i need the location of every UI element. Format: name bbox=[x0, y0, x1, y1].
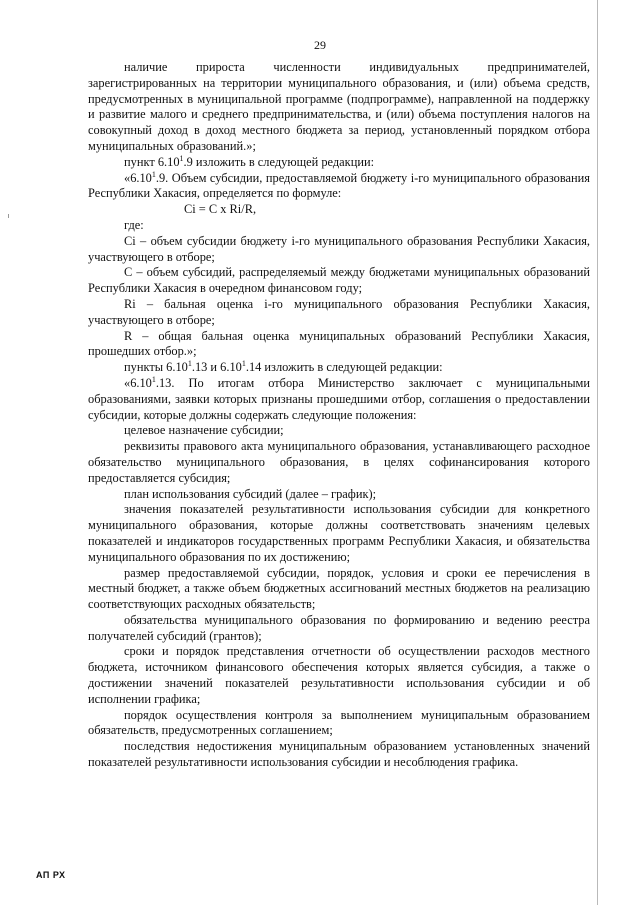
paragraph: сроки и порядок представления отчетности об осуществлении расходов местного бюджета, источником финансового обеспечения которых является субсидия, а также о достижении значений показателей результативности использования субсидии и об исполнении графика; bbox=[88, 644, 590, 706]
footer-code: АП РХ bbox=[36, 870, 66, 880]
paragraph: значения показателей результативности использования субсидии для конкретного муниципального образования, которые должны соответствовать значениям целевых показателей и индикаторов государственных программ Республики Хакасия, и обязательства муниципального образования по их достижению; bbox=[88, 502, 590, 564]
page-number: 29 bbox=[314, 38, 326, 52]
paragraph: «6.10$^1$.9. Объем субсидии, предоставляемой бюджету i-го муниципального образования Республики Хакасия, определяется по формуле: bbox=[88, 169, 590, 201]
paragraph: целевое назначение субсидии; bbox=[124, 423, 284, 438]
paragraph: последствия недостижения муниципальным образованием установленных значений показателей результативности использования субсидии и несоблюдения графика. bbox=[88, 739, 590, 770]
formula: Ci = C x Ri/R, bbox=[184, 202, 257, 217]
paragraph: наличие прироста численности индивидуальных предпринимателей, зарегистрированных на территории муниципального образования, и (или) объема средств, предусмотренных в муниципальной программе (подпрограмме), направленной на поддержку и развитие малого и среднего предпринимательства, и (или) объема поступления налогов на совокупный доход в доход местного бюджета за период, установленный порядком отбора муниципальных образований.»; bbox=[88, 60, 590, 153]
paragraph: Ri – бальная оценка i-го муниципального образования Республики Хакасия, участвующего в отборе; bbox=[88, 296, 590, 327]
document-body bbox=[88, 60, 590, 771]
paragraph: обязательства муниципального образования по формированию и ведению реестра получателей субсидий (грантов); bbox=[88, 612, 590, 643]
paragraph: план использования субсидий (далее – график); bbox=[124, 486, 377, 501]
paragraph: где: bbox=[124, 217, 144, 232]
paragraph: размер предоставляемой субсидии, порядок, условия и сроки ее перечисления в местный бюджет, а также объем бюджетных ассигнований местных бюджетов на реализацию соответствующих расходных обязательств; bbox=[88, 565, 590, 612]
paragraph: Ci – объем субсидии бюджету i-го муниципального образования Республики Хакасия, участвующего в отборе; bbox=[88, 233, 590, 264]
paragraph: «6.10$^1$.13. По итогам отбора Министерство заключает с муниципальными образованиями, заявки которых признаны прошедшими отбор, соглашения о предоставлении субсидии, которые должны содержать следующие положения: bbox=[88, 374, 590, 422]
scan-mark bbox=[8, 214, 9, 218]
paragraph: реквизиты правового акта муниципального образования, устанавливающего расходное обязательство муниципального образования, в целях софинансирования которого предоставляется субсидия; bbox=[88, 439, 590, 485]
paragraph: С – объем субсидий, распределяемый между бюджетами муниципальных образований Республики Хакасия в очередном финансовом году; bbox=[88, 265, 590, 296]
page-edge-line bbox=[597, 0, 598, 905]
paragraph: R – общая бальная оценка муниципальных образований Республики Хакасия, прошедших отбор.»; bbox=[88, 328, 590, 359]
paragraph: пункты 6.10$^1$.13 и 6.10$^1$.14 изложить в следующей редакции: bbox=[124, 359, 443, 375]
paragraph: порядок осуществления контроля за выполнением муниципальным образованием обязательств, предусмотренных соглашением; bbox=[88, 707, 590, 738]
paragraph: пункт 6.10$^1$.9 изложить в следующей редакции: bbox=[124, 153, 375, 169]
